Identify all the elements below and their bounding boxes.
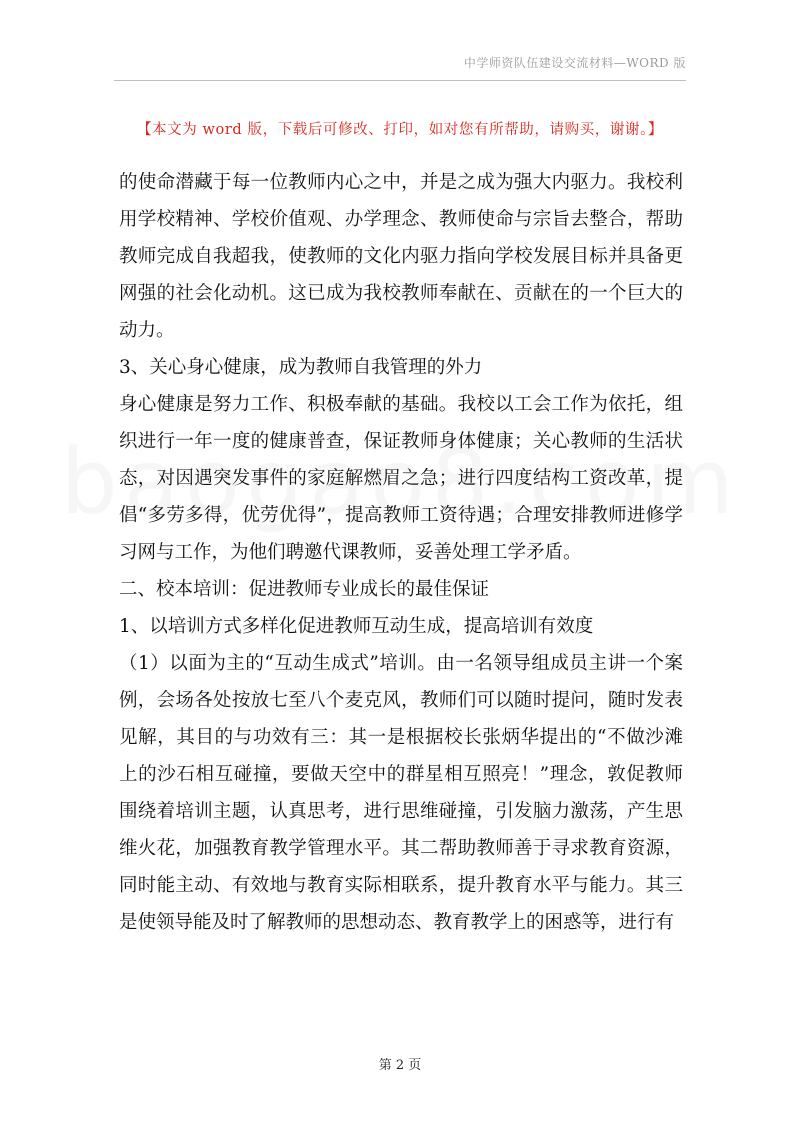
- paragraph-health: 身心健康是努力工作、积极奉献的基础。我校以工会工作为依托，组织进行一年一度的健康普查，保证教师身体健康；关心教师的生活状态，对因遇突发事件的家庭解燃眉之急；进行四度结构工资改革，提倡“多劳多得，优劳优得”，提高教师工资待遇；合理安排教师进修学习网与工作，为他们聘邀代课教师，妥善处理工学矛盾。: [119, 394, 683, 563]
- paragraph-mission: 的使命潜藏于每一位教师内心之中，并是之成为强大内驱力。我校利用学校精神、学校价值观、办学理念、教师使命与宗旨去整合，帮助教师完成自我超我，使教师的文化内驱力指向学校发展目标并具备更网强的社会化动机。这已成为我校教师奉献在、贡献在的一个巨大的动力。: [119, 172, 683, 341]
- page-header: 中学师资队伍建设交流材料—WORD 版: [463, 56, 686, 70]
- header-divider: [114, 80, 686, 81]
- heading-health: 3、关心身心健康，成为教师自我管理的外力: [119, 357, 483, 378]
- download-notice: 【本文为 word 版，下载后可修改、打印，如对您有所帮助，请购买，谢谢。】: [136, 122, 664, 138]
- heading-training-methods: 1、以培训方式多样化促进教师互动生成，提高培训有效度: [119, 616, 594, 637]
- heading-training: 二、校本培训：促进教师专业成长的最佳保证: [119, 579, 490, 600]
- paragraph-interactive-training: （1）以面为主的“互动生成式”培训。由一名领导组成员主讲一个案例，会场各处按放七至八个麦克风，教师们可以随时提问，随时发表见解，其目的与功效有三：其一是根据校长张炳华提出的“不做沙滩上的沙石相互碰撞，要做天空中的群星相互照亮！”理念，敦促教师围绕着培训主题，认真思考，进行思维碰撞，引发脑力激荡，产生思维火花，加强教育教学管理水平。其二帮助教师善于寻求教育资源，同时能主动、有效地与教育实际相联系，提升教育水平与能力。其三是使领导能及时了解教师的思想动态、教育教学上的困惑等，进行有: [119, 653, 683, 933]
- document-body: [119, 164, 683, 941]
- page-number: 第 2 页: [378, 1058, 422, 1073]
